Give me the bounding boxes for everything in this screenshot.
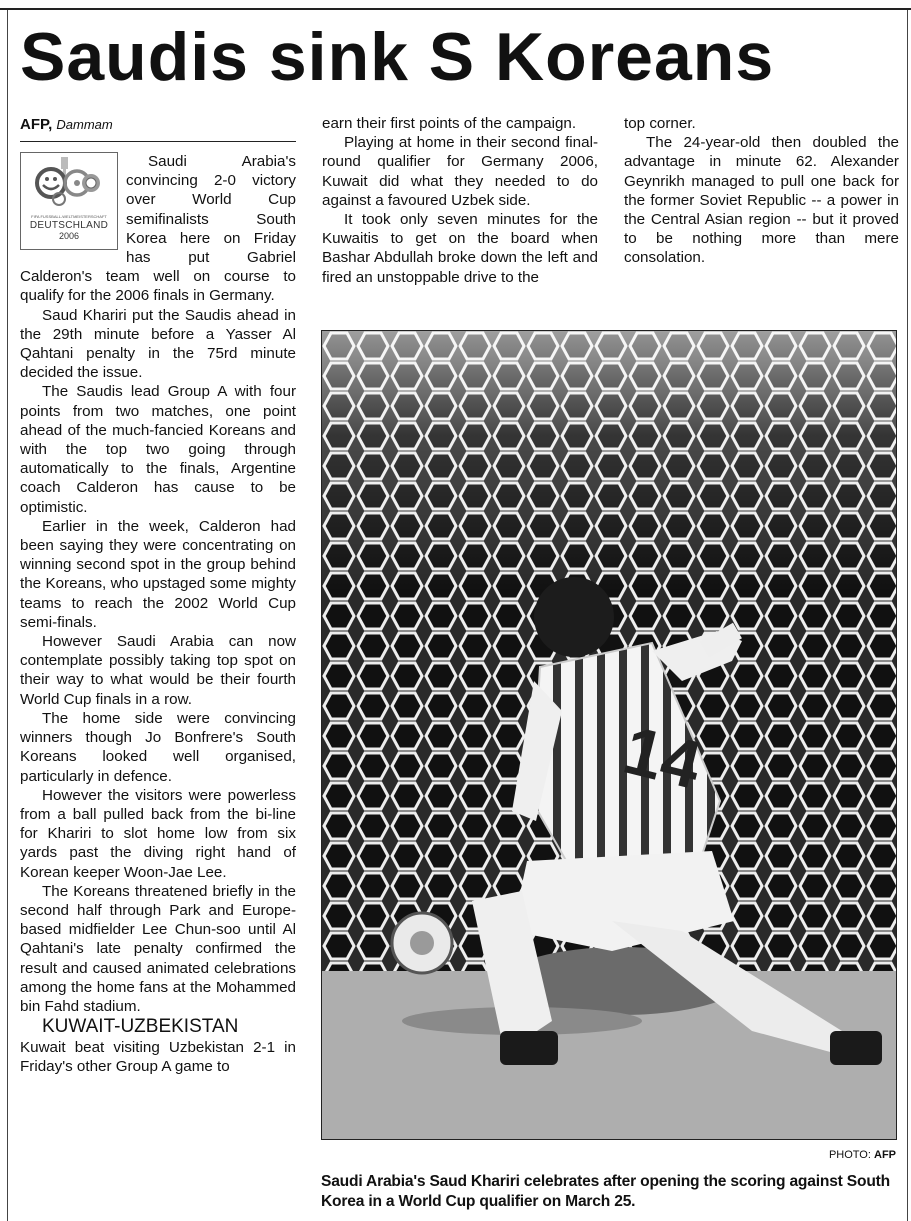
photo-caption: Saudi Arabia's Saud Khariri celebrates after opening the scoring against South Korea in a World Cup qualifier on March 25. (321, 1173, 890, 1210)
col3-paragraph: top corner. (624, 115, 696, 132)
col2-paragraph: Playing at home in their second final-round qualifier for Germany 2006, Kuwait did what they needed to do against a favoured Uzbek side. (322, 134, 598, 209)
col1-paragraph: Kuwait beat visiting Uzbekistan 2-1 in Friday's other Group A game to (20, 1039, 296, 1076)
col2-paragraph: earn their first points of the campaign. (322, 115, 577, 132)
photo-credit-label: PHOTO: (828, 1149, 871, 1161)
article-column-2 (322, 114, 598, 287)
subhead-kuwait-uzbekistan: KUWAIT-UZBEKISTAN (42, 1016, 239, 1038)
col3-paragraph: The 24-year-old then doubled the advantage in minute 62. Alexander Geynrikh managed to pull one back for the former Soviet Republic -- a power in the Central Asian region -- but it proved to be nothing more than mere consolation. (624, 134, 899, 267)
col1-paragraph: Earlier in the week, Calderon had been saying they were concentrating on winning second spot in the group behind the Koreans, who upstaged some mighty teams to reach the 2002 World Cup semi-finals. (20, 517, 296, 631)
col1-paragraph: Saudi Arabia's convincing 2-0 victory over World Cup semifinalists South Korea here on Friday has put Gabriel Calderon's team well on course to qualify for the 2006 finals in Germany. (20, 153, 296, 305)
photo-credit (700, 1149, 896, 1162)
col1-paragraph: The Koreans threatened briefly in the second half through Park and Europe-based midfielder Lee Chun-soo until Al Qahtani's late penalty confirmed the result and caused animated celebrations among the home fans at the Mohammed bin Fahd stadium. (20, 882, 296, 1015)
byline (20, 116, 296, 142)
col1-paragraph: However Saudi Arabia can now contemplate possibly taking top spot on their way to what would be their fourth World Cup finals in a row. (20, 633, 296, 708)
byline-place: Dammam (56, 117, 113, 132)
photo-credit-agency: AFP (874, 1149, 896, 1161)
left-border (7, 10, 8, 1221)
right-border (907, 10, 908, 1221)
logo-top-text: FIFA FUSSBALL-WELTMEISTERSCHAFT (31, 214, 107, 219)
col2-paragraph: It took only seven minutes for the Kuwaitis to get on the board when Bashar Abdullah broke down the left and fired an unstoppable drive to the (322, 211, 598, 286)
jersey-number: 14 (616, 711, 709, 804)
col1-paragraph: The home side were convincing winners though Jo Bonfrere's South Koreans looked well organised, particularly in defence. (20, 709, 296, 785)
byline-source: AFP, (20, 116, 53, 133)
col1-paragraph: However the visitors were powerless from a ball pulled back from the bi-line for Khariri to slot home low from six yards past the diving right hand of Korean keeper Woon-Jae Lee. (20, 786, 296, 881)
logo-country: DEUTSCHLAND (29, 220, 109, 231)
top-rule (0, 8, 911, 10)
world-cup-emblem-icon (21, 153, 117, 213)
col1-paragraph: The Saudis lead Group A with four points from two matches, one point ahead of the much-fancied Koreans and with the top two going through automatically to the finals, Argentine coach Calderon has cause to be optimistic. (20, 383, 296, 516)
world-cup-2006-logo (20, 152, 118, 250)
article-column-3 (624, 114, 899, 268)
headline: Saudis sink S Koreans (20, 19, 775, 95)
article-column-1 (20, 116, 296, 1077)
match-photo (321, 330, 897, 1140)
logo-year: 2006 (58, 231, 80, 241)
col1-paragraph: Saud Khariri put the Saudis ahead in the 29th minute before a Yasser Al Qahtani penalty in the 75rd minute decided the issue. (20, 306, 296, 382)
goal-celebration-photo (322, 331, 896, 1139)
